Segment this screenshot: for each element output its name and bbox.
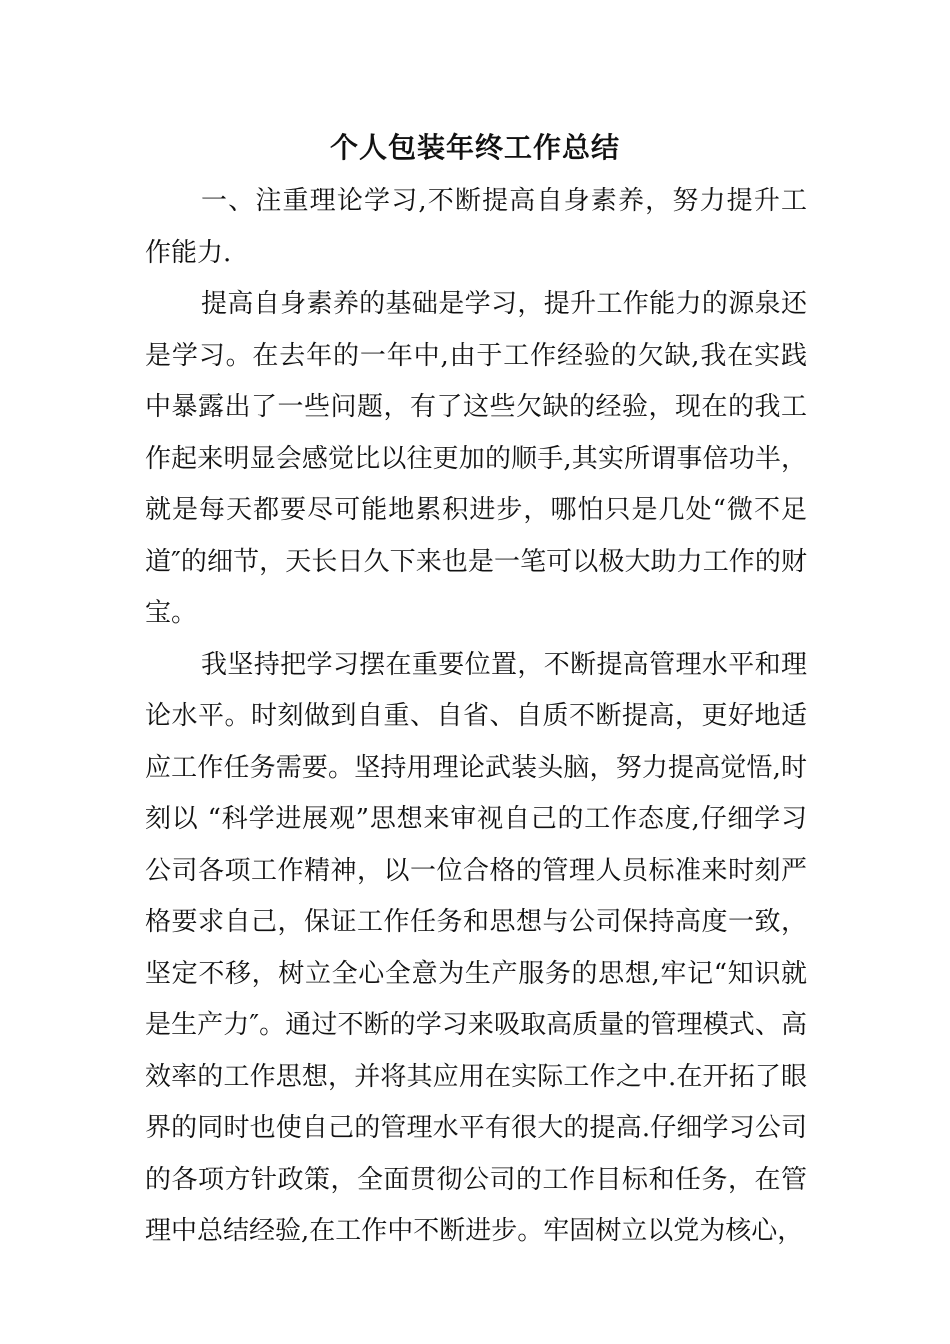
paragraph-section-heading: 一、注重理论学习,不断提高自身素养，努力提升工作能力.	[145, 186, 807, 268]
document-body	[145, 176, 807, 1258]
paragraph-self-improvement: 提高自身素养的基础是学习，提升工作能力的源泉还是学习。在去年的一年中,由于工作经验的欠缺,我在实践中暴露出了一些问题，有了这些欠缺的经验，现在的我工作起来明显会感觉比以往更加的顺手,其实所谓事倍功半，就是每天都要尽可能地累积进步，哪怕只是几处“微不足道″的细节，天长日久下来也是一笔可以极大助力工作的财宝。	[145, 289, 807, 628]
paragraph-study-practice: 我坚持把学习摆在重要位置，不断提高管理水平和理论水平。时刻做到自重、自省、自质不断提高，更好地适应工作任务需要。坚持用理论武装头脑，努力提高觉悟,时刻以 “科学进展观”思想来审视自己的工作态度,仔细学习公司各项工作精神，以一位合格的管理人员标准来时刻严格要求自己，保证工作任务和思想与公司保持高度一致，坚定不移，树立全心全意为生产服务的思想,牢记“知识就是生产力″。通过不断的学习来吸取高质量的管理模式、高效率的工作思想，并将其应用在实际工作之中.在开拓了眼界的同时也使自己的管理水平有很大的提高.仔细学习公司的各项方针政策，全面贯彻公司的工作目标和任务，在管理中总结经验,在工作中不断进步。牢固树立以党为核心，	[145, 649, 807, 1246]
document-title: 个人包装年终工作总结	[329, 131, 620, 164]
